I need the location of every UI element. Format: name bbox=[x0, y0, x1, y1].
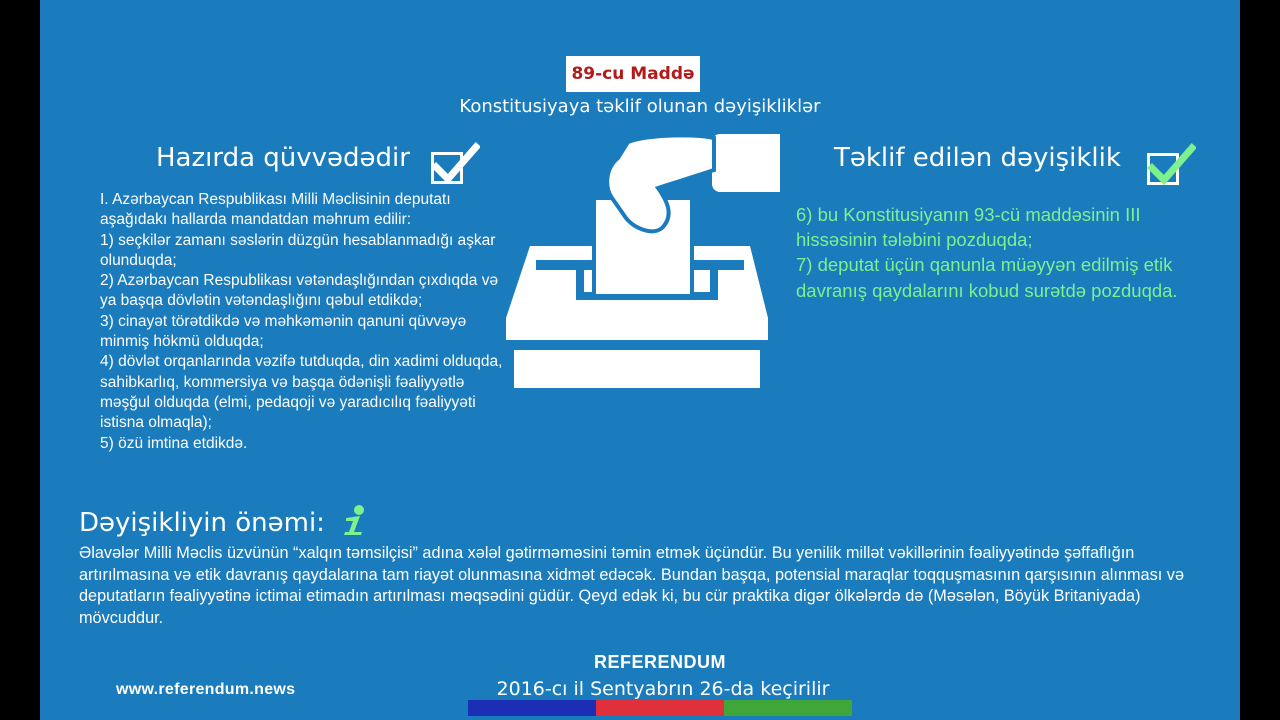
current-line: 2) Azərbaycan Respublikası vətəndaşlığından çıxdıqda və ya başqa dövlətin vətəndaşlığını qəbul etdikdə; bbox=[100, 272, 499, 310]
info-icon bbox=[340, 504, 370, 536]
current-text bbox=[100, 190, 512, 454]
flag-blue-band bbox=[468, 700, 596, 716]
proposed-line: 6) bu Konstitusiyanın 93-cü maddəsinin III hissəsinin tələbini pozduqda; bbox=[796, 204, 1141, 251]
page-subtitle: Konstitusiyaya təklif olunan dəyişikliklər bbox=[459, 96, 821, 117]
flag-green-band bbox=[724, 700, 852, 716]
current-line: I. Azərbaycan Respublikası Milli Məclisinin deputatı aşağıdakı hallarda mandatdan məhrum edilir: bbox=[100, 191, 451, 229]
current-line: 5) özü imtina etdikdə. bbox=[100, 434, 248, 452]
footer-title: REFERENDUM bbox=[593, 652, 726, 672]
importance-text: Əlavələr Milli Məclis üzvünün “xalqın təmsilçisi” adına xələl gətirməməsini təmin etmək üçündür. Bu yenilik millət vəkillərinin fəaliyyətində şəffaflığın artırılmasına və etik davranış qaydalarına tam riayət olunmasına xidmət edəcək. Bundan başqa, potensial maraqlar toqquşmasının qarşısının alınması və deputatların fəaliyyətinə ictimai etimadın artırılması məqsədini güdür. Qeyd edək ki, bu cür praktika digər ölkələrdə də (Məsələn, Böyük Britaniyada) mövcuddur. bbox=[79, 544, 1184, 627]
proposed-text bbox=[796, 202, 1226, 303]
current-line: 1) seçkilər zamanı səslərin düzgün hesablanmadığı aşkar olunduqda; bbox=[100, 231, 496, 269]
proposed-line: 7) deputat üçün qanunla müəyyən edilmiş etik davranış qaydalarını kobud surətdə pozduqda. bbox=[796, 254, 1178, 301]
website-link[interactable]: www.referendum.news bbox=[116, 681, 296, 698]
current-line: 4) dövlət orqanlarında vəzifə tutduqda, din xadimi olduqda, sahibkarlıq, kommersiya və başqa ödənişli fəaliyyətlə məşğul olduqda (elmi, pedaqoji və yaradıcılıq fəaliyyəti istisna olmaqla); bbox=[100, 353, 503, 432]
flag-red-band bbox=[596, 700, 724, 716]
current-heading: Hazırda qüvvədədir bbox=[156, 143, 410, 173]
flag-stripe bbox=[468, 700, 852, 716]
ballot-box-icon bbox=[500, 128, 780, 398]
article-badge: 89-cu Maddə bbox=[566, 56, 700, 92]
importance-heading: Dəyişikliyin önəmi: bbox=[79, 508, 325, 538]
check-white-icon bbox=[431, 152, 463, 184]
check-green-icon bbox=[1147, 153, 1179, 185]
current-line: 3) cinayət törətdikdə və məhkəmənin qanuni qüvvəyə minmiş hökmü olduqda; bbox=[100, 312, 467, 351]
footer-date: 2016-cı il Sentyabrın 26-da keçirilir bbox=[496, 678, 830, 700]
proposed-heading: Təklif edilən dəyişiklik bbox=[834, 143, 1121, 173]
